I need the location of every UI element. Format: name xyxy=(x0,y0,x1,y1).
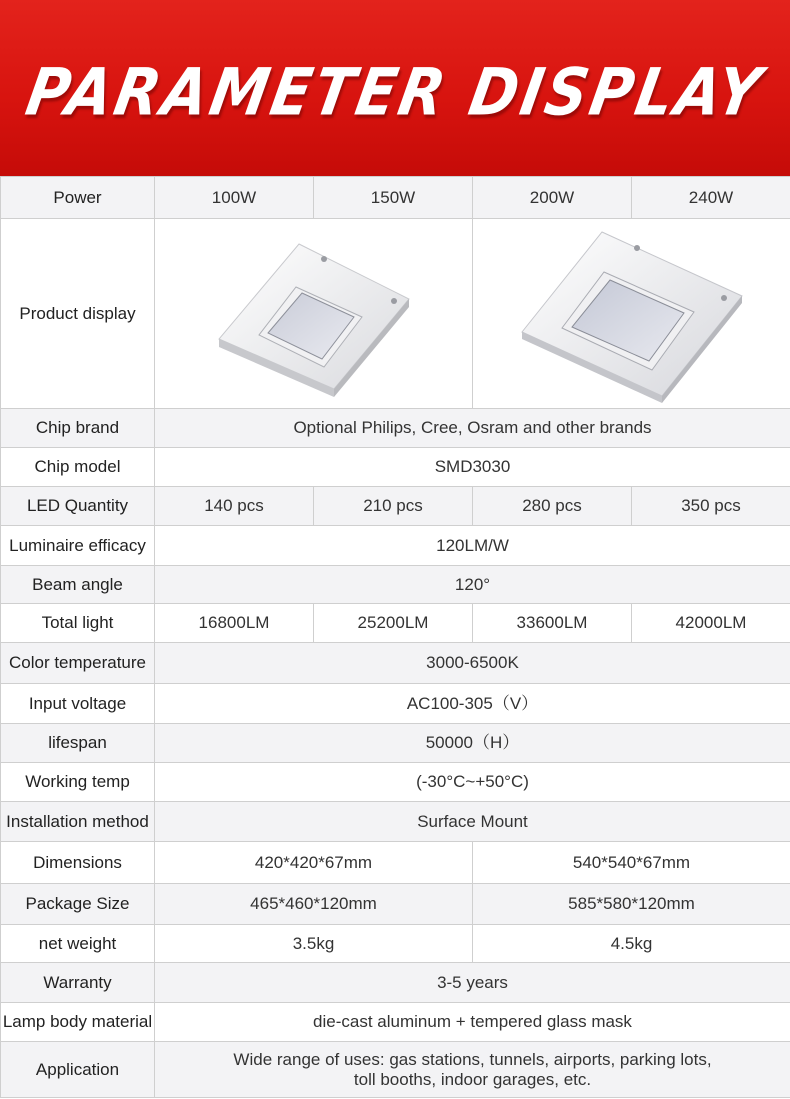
warranty-row xyxy=(1,963,790,1003)
total-light-row xyxy=(1,604,790,643)
total-light-label: Total light xyxy=(1,604,155,643)
led-quantity-200w: 280 pcs xyxy=(473,487,632,526)
chip-model-value: SMD3030 xyxy=(155,448,790,487)
input-voltage-row xyxy=(1,684,790,724)
product-image-small xyxy=(155,219,473,409)
lifespan-row xyxy=(1,724,790,763)
working-temp-row xyxy=(1,763,790,802)
package-size-large: 585*580*120mm xyxy=(473,884,790,925)
net-weight-large: 4.5kg xyxy=(473,925,790,963)
led-quantity-row xyxy=(1,487,790,526)
chip-brand-value: Optional Philips, Cree, Osram and other brands xyxy=(155,409,790,448)
installation-method-value: Surface Mount xyxy=(155,802,790,842)
total-light-100w: 16800LM xyxy=(155,604,314,643)
package-size-label: Package Size xyxy=(1,884,155,925)
net-weight-row xyxy=(1,925,790,963)
led-quantity-100w: 140 pcs xyxy=(155,487,314,526)
lamp-body-material-value: die-cast aluminum + tempered glass mask xyxy=(155,1003,790,1042)
package-size-row xyxy=(1,884,790,925)
application-line-2: toll booths, indoor garages, etc. xyxy=(353,1069,592,1089)
led-quantity-240w: 350 pcs xyxy=(632,487,790,526)
canopy-light-small-image xyxy=(204,229,424,399)
chip-brand-row xyxy=(1,409,790,448)
model-240w: 240W xyxy=(632,177,790,219)
chip-brand-label: Chip brand xyxy=(1,409,155,448)
total-light-200w: 33600LM xyxy=(473,604,632,643)
model-200w: 200W xyxy=(473,177,632,219)
installation-method-label: Installation method xyxy=(1,802,155,842)
lifespan-value: 50000（H） xyxy=(155,724,790,763)
color-temperature-label: Color temperature xyxy=(1,643,155,684)
spec-table xyxy=(0,176,790,1098)
model-100w: 100W xyxy=(155,177,314,219)
led-quantity-150w: 210 pcs xyxy=(314,487,473,526)
led-quantity-label: LED Quantity xyxy=(1,487,155,526)
total-light-150w: 25200LM xyxy=(314,604,473,643)
lifespan-label: lifespan xyxy=(1,724,155,763)
power-row xyxy=(1,177,790,219)
product-display-label: Product display xyxy=(1,219,155,409)
lamp-body-material-row xyxy=(1,1003,790,1042)
application-row xyxy=(1,1042,790,1098)
title-banner xyxy=(0,0,790,176)
product-display-row xyxy=(1,219,790,409)
working-temp-label: Working temp xyxy=(1,763,155,802)
beam-angle-value: 120° xyxy=(155,566,790,604)
warranty-value: 3-5 years xyxy=(155,963,790,1003)
package-size-small: 465*460*120mm xyxy=(155,884,473,925)
application-value xyxy=(155,1042,790,1098)
beam-angle-row xyxy=(1,566,790,604)
model-150w: 150W xyxy=(314,177,473,219)
dimensions-large: 540*540*67mm xyxy=(473,842,790,884)
luminaire-efficacy-label: Luminaire efficacy xyxy=(1,526,155,566)
luminaire-efficacy-value: 120LM/W xyxy=(155,526,790,566)
luminaire-efficacy-row xyxy=(1,526,790,566)
beam-angle-label: Beam angle xyxy=(1,566,155,604)
dimensions-label: Dimensions xyxy=(1,842,155,884)
canopy-light-large-image xyxy=(512,224,752,404)
installation-method-row xyxy=(1,802,790,842)
product-image-large xyxy=(473,219,790,409)
warranty-label: Warranty xyxy=(1,963,155,1003)
net-weight-label: net weight xyxy=(1,925,155,963)
application-line-1: Wide range of uses: gas stations, tunnels, airports, parking lots, xyxy=(233,1049,712,1069)
input-voltage-value: AC100-305（V） xyxy=(155,684,790,724)
lamp-body-material-label: Lamp body material xyxy=(1,1003,155,1042)
chip-model-row xyxy=(1,448,790,487)
color-temperature-row xyxy=(1,643,790,684)
input-voltage-label: Input voltage xyxy=(1,684,155,724)
chip-model-label: Chip model xyxy=(1,448,155,487)
total-light-240w: 42000LM xyxy=(632,604,790,643)
application-label: Application xyxy=(1,1042,155,1098)
dimensions-row xyxy=(1,842,790,884)
power-label: Power xyxy=(1,177,155,219)
banner-title: PARAMETER DISPLAY xyxy=(20,53,770,131)
dimensions-small: 420*420*67mm xyxy=(155,842,473,884)
net-weight-small: 3.5kg xyxy=(155,925,473,963)
working-temp-value: (-30°C~+50°C) xyxy=(155,763,790,802)
color-temperature-value: 3000-6500K xyxy=(155,643,790,684)
